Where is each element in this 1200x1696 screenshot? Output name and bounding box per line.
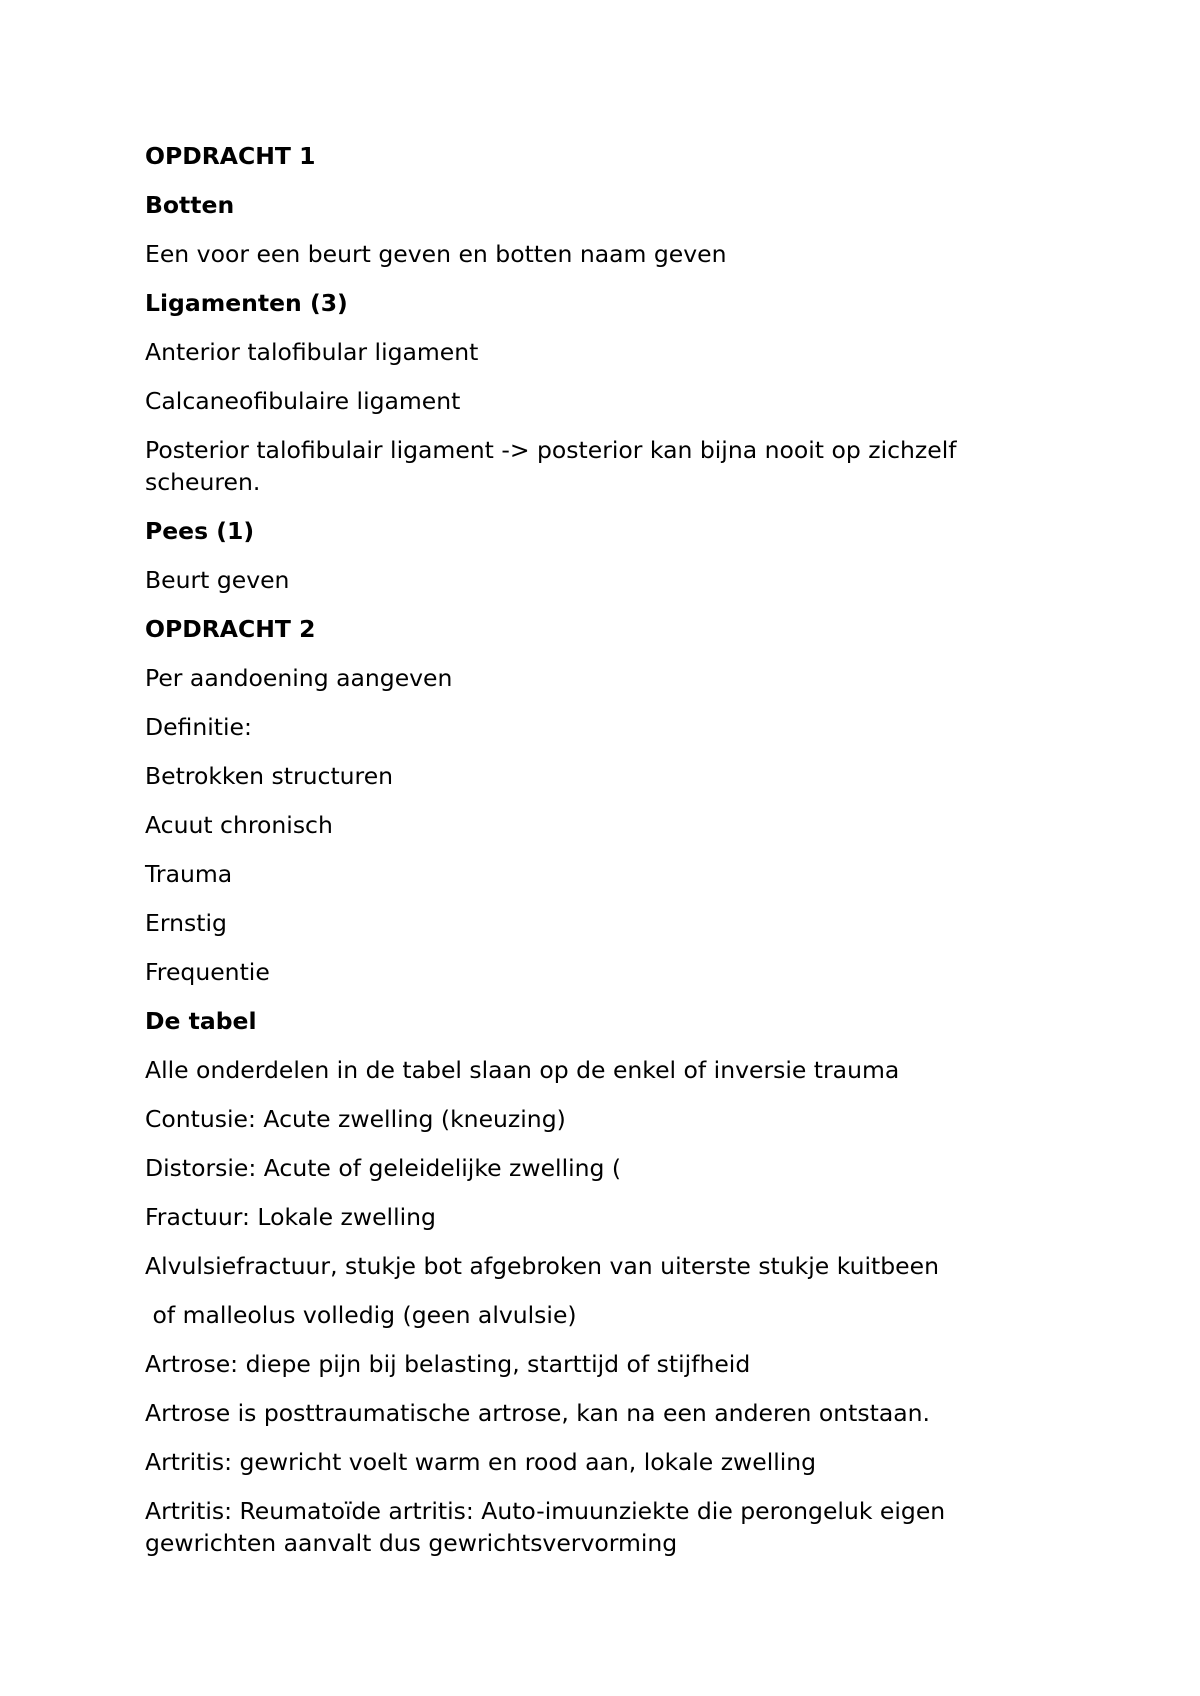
- paragraph: Ernstig: [145, 909, 227, 937]
- paragraph: Contusie: Acute zwelling (kneuzing): [145, 1105, 566, 1133]
- heading-pees: Pees (1): [145, 517, 255, 545]
- paragraph: Alle onderdelen in de tabel slaan op de enkel of inversie trauma: [145, 1056, 900, 1084]
- paragraph: Artrose is posttraumatische artrose, kan na een anderen ontstaan.: [145, 1399, 931, 1427]
- paragraph: Betrokken structuren: [145, 762, 394, 790]
- paragraph: Trauma: [145, 860, 233, 888]
- paragraph: Beurt geven: [145, 566, 290, 594]
- paragraph: Artritis: gewricht voelt warm en rood aan, lokale zwelling: [145, 1448, 817, 1476]
- paragraph: Artritis: Reumatoïde artritis: Auto-imuunziekte die perongeluk eigen gewrichten aanvalt dus gewrichtsvervorming: [145, 1497, 953, 1557]
- heading-de-tabel: De tabel: [145, 1007, 257, 1035]
- paragraph: Acuut chronisch: [145, 811, 333, 839]
- paragraph: of malleolus volledig (geen alvulsie): [145, 1301, 577, 1329]
- paragraph: Een voor een beurt geven en botten naam geven: [145, 240, 727, 268]
- paragraph: Posterior talofibulair ligament -> posterior kan bijna nooit op zichzelf scheuren.: [145, 436, 964, 496]
- heading-opdracht-1: OPDRACHT 1: [145, 142, 316, 170]
- paragraph: Artrose: diepe pijn bij belasting, starttijd of stijfheid: [145, 1350, 751, 1378]
- document-page: [145, 140, 1045, 1576]
- paragraph: Per aandoening aangeven: [145, 664, 453, 692]
- paragraph: Fractuur: Lokale zwelling: [145, 1203, 436, 1231]
- paragraph: Distorsie: Acute of geleidelijke zwelling (: [145, 1154, 622, 1182]
- paragraph: Anterior talofibular ligament: [145, 338, 479, 366]
- heading-botten: Botten: [145, 191, 235, 219]
- paragraph: Alvulsiefractuur, stukje bot afgebroken van uiterste stukje kuitbeen: [145, 1252, 939, 1280]
- heading-ligamenten: Ligamenten (3): [145, 289, 348, 317]
- heading-opdracht-2: OPDRACHT 2: [145, 615, 316, 643]
- paragraph: Frequentie: [145, 958, 270, 986]
- paragraph: Calcaneofibulaire ligament: [145, 387, 461, 415]
- paragraph: Definitie:: [145, 713, 252, 741]
